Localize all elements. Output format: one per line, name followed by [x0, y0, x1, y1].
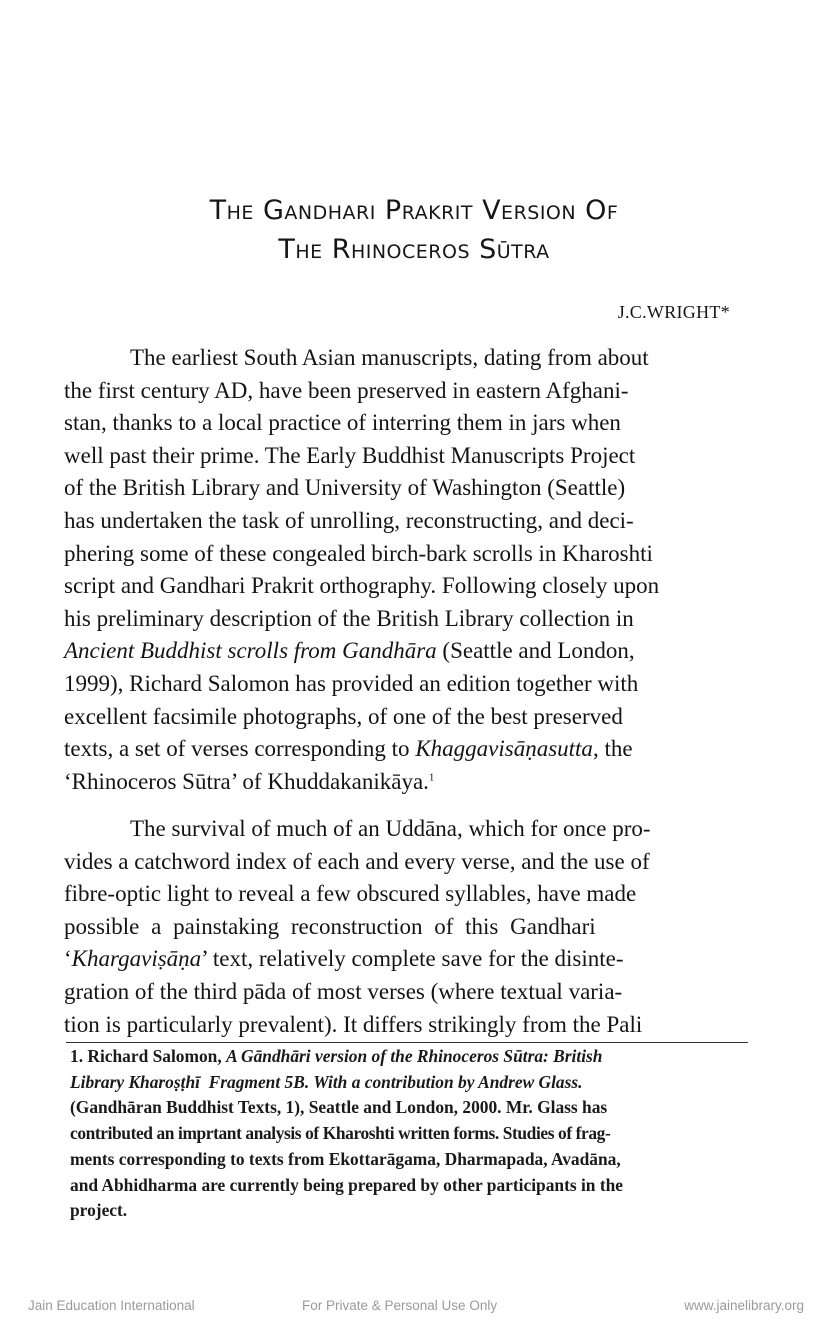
paragraph-line: the first century AD, have been preserved in eastern Afghani-: [64, 377, 629, 403]
footnote: [70, 1044, 750, 1224]
footnote-line: contributed an imprtant analysis of Kharoshti written forms. Studies of frag-: [70, 1123, 611, 1144]
footer-publisher: Jain Education International: [28, 1298, 195, 1313]
paragraph-line: gration of the third pāda of most verses (where textual varia-: [64, 978, 623, 1004]
footnote-book-subtitle: Library Kharoṣṭhī Fragment 5B. With a contribution by Andrew Glass.: [70, 1071, 583, 1092]
paragraph-line: fibre-optic light to reveal a few obscured syllables, have made: [64, 881, 637, 907]
paragraph-line: possible a painstaking reconstruction of this Gandhari: [64, 913, 596, 939]
footnote-line-with-italic: [70, 1070, 750, 1096]
paragraph-line: excellent facsimile photographs, of one of the best preserved: [64, 703, 623, 729]
sutta-name-italic: Khaggavisāṇasutta: [415, 736, 593, 762]
paragraph-line: of the British Library and University of Washington (Seattle): [64, 475, 626, 501]
paragraph-line: 1999), Richard Salomon has provided an edition together with: [64, 670, 639, 696]
footnote-line: and Abhidharma are currently being prepared by other participants in the: [70, 1174, 624, 1195]
text-name-italic: Khargaviṣāṇa: [71, 946, 202, 972]
footnote-book-title: A Gāndhāri version of the Rhinoceros Sūtra: British: [226, 1046, 603, 1066]
paragraph-line-with-italic: Ancient Buddhist scrolls from Gandhāra (Seattle and London,: [64, 638, 635, 664]
paragraph-line: tion is particularly prevalent). It differs strikingly from the Pali: [64, 1011, 643, 1037]
paragraph-line: script and Gandhari Prakrit orthography. Following closely upon: [64, 573, 660, 599]
author-name: J.C.WRIGHT*: [617, 302, 730, 322]
article-title-line-2: The Rhinoceros Sūtra: [278, 234, 550, 265]
book-title-italic: Ancient Buddhist scrolls from Gandhāra: [64, 638, 437, 664]
footer-usage-note: For Private & Personal Use Only: [302, 1298, 498, 1313]
paragraph-line: The earliest South Asian manuscripts, dating from about: [130, 345, 649, 370]
footnote-line: (Gandhāran Buddhist Texts, 1), Seattle and London, 2000. Mr. Glass has: [70, 1097, 608, 1118]
paragraph-line: vides a catchword index of each and every verse, and the use of: [64, 848, 650, 874]
footnote-line: project.: [70, 1200, 128, 1221]
paragraph-line: well past their prime. The Early Buddhist Manuscripts Project: [64, 442, 636, 468]
footer-website-link[interactable]: www.jainelibrary.org: [684, 1298, 804, 1313]
paragraph-line-with-italic: texts, a set of verses corresponding to Khaggavisāṇasutta, the: [64, 736, 633, 762]
paragraph-line: has undertaken the task of unrolling, reconstructing, and deci-: [64, 507, 634, 533]
paragraph-line-text: ‘Rhinoceros Sūtra’ of Khuddakanikāya.: [64, 768, 429, 794]
paragraph-line-with-italic: ‘Khargaviṣāṇa’ text, relatively complete save for the disinte-: [64, 946, 624, 972]
article-title-line-1: The Gandhari Prakrit Version Of: [209, 195, 619, 226]
footnote-marker: 1: [428, 771, 435, 784]
paragraph-line: The survival of much of an Uddāna, which for once pro-: [130, 816, 651, 841]
paragraph-line: stan, thanks to a local practice of interring them in jars when: [64, 410, 621, 436]
footnote-divider: [66, 1042, 748, 1043]
paragraph-2: [64, 813, 748, 1041]
paragraph-1: [64, 342, 748, 798]
paragraph-line: his preliminary description of the British Library collection in: [64, 605, 634, 631]
footnote-line: ments corresponding to texts from Ekottarāgama, Dharmapada, Avadāna,: [70, 1148, 621, 1169]
paragraph-line: phering some of these congealed birch-bark scrolls in Kharoshti: [64, 540, 653, 566]
paragraph-line: [64, 766, 748, 799]
footnote-line-with-italic: 1. Richard Salomon, A Gāndhāri version of the Rhinoceros Sūtra: British: [70, 1046, 603, 1066]
